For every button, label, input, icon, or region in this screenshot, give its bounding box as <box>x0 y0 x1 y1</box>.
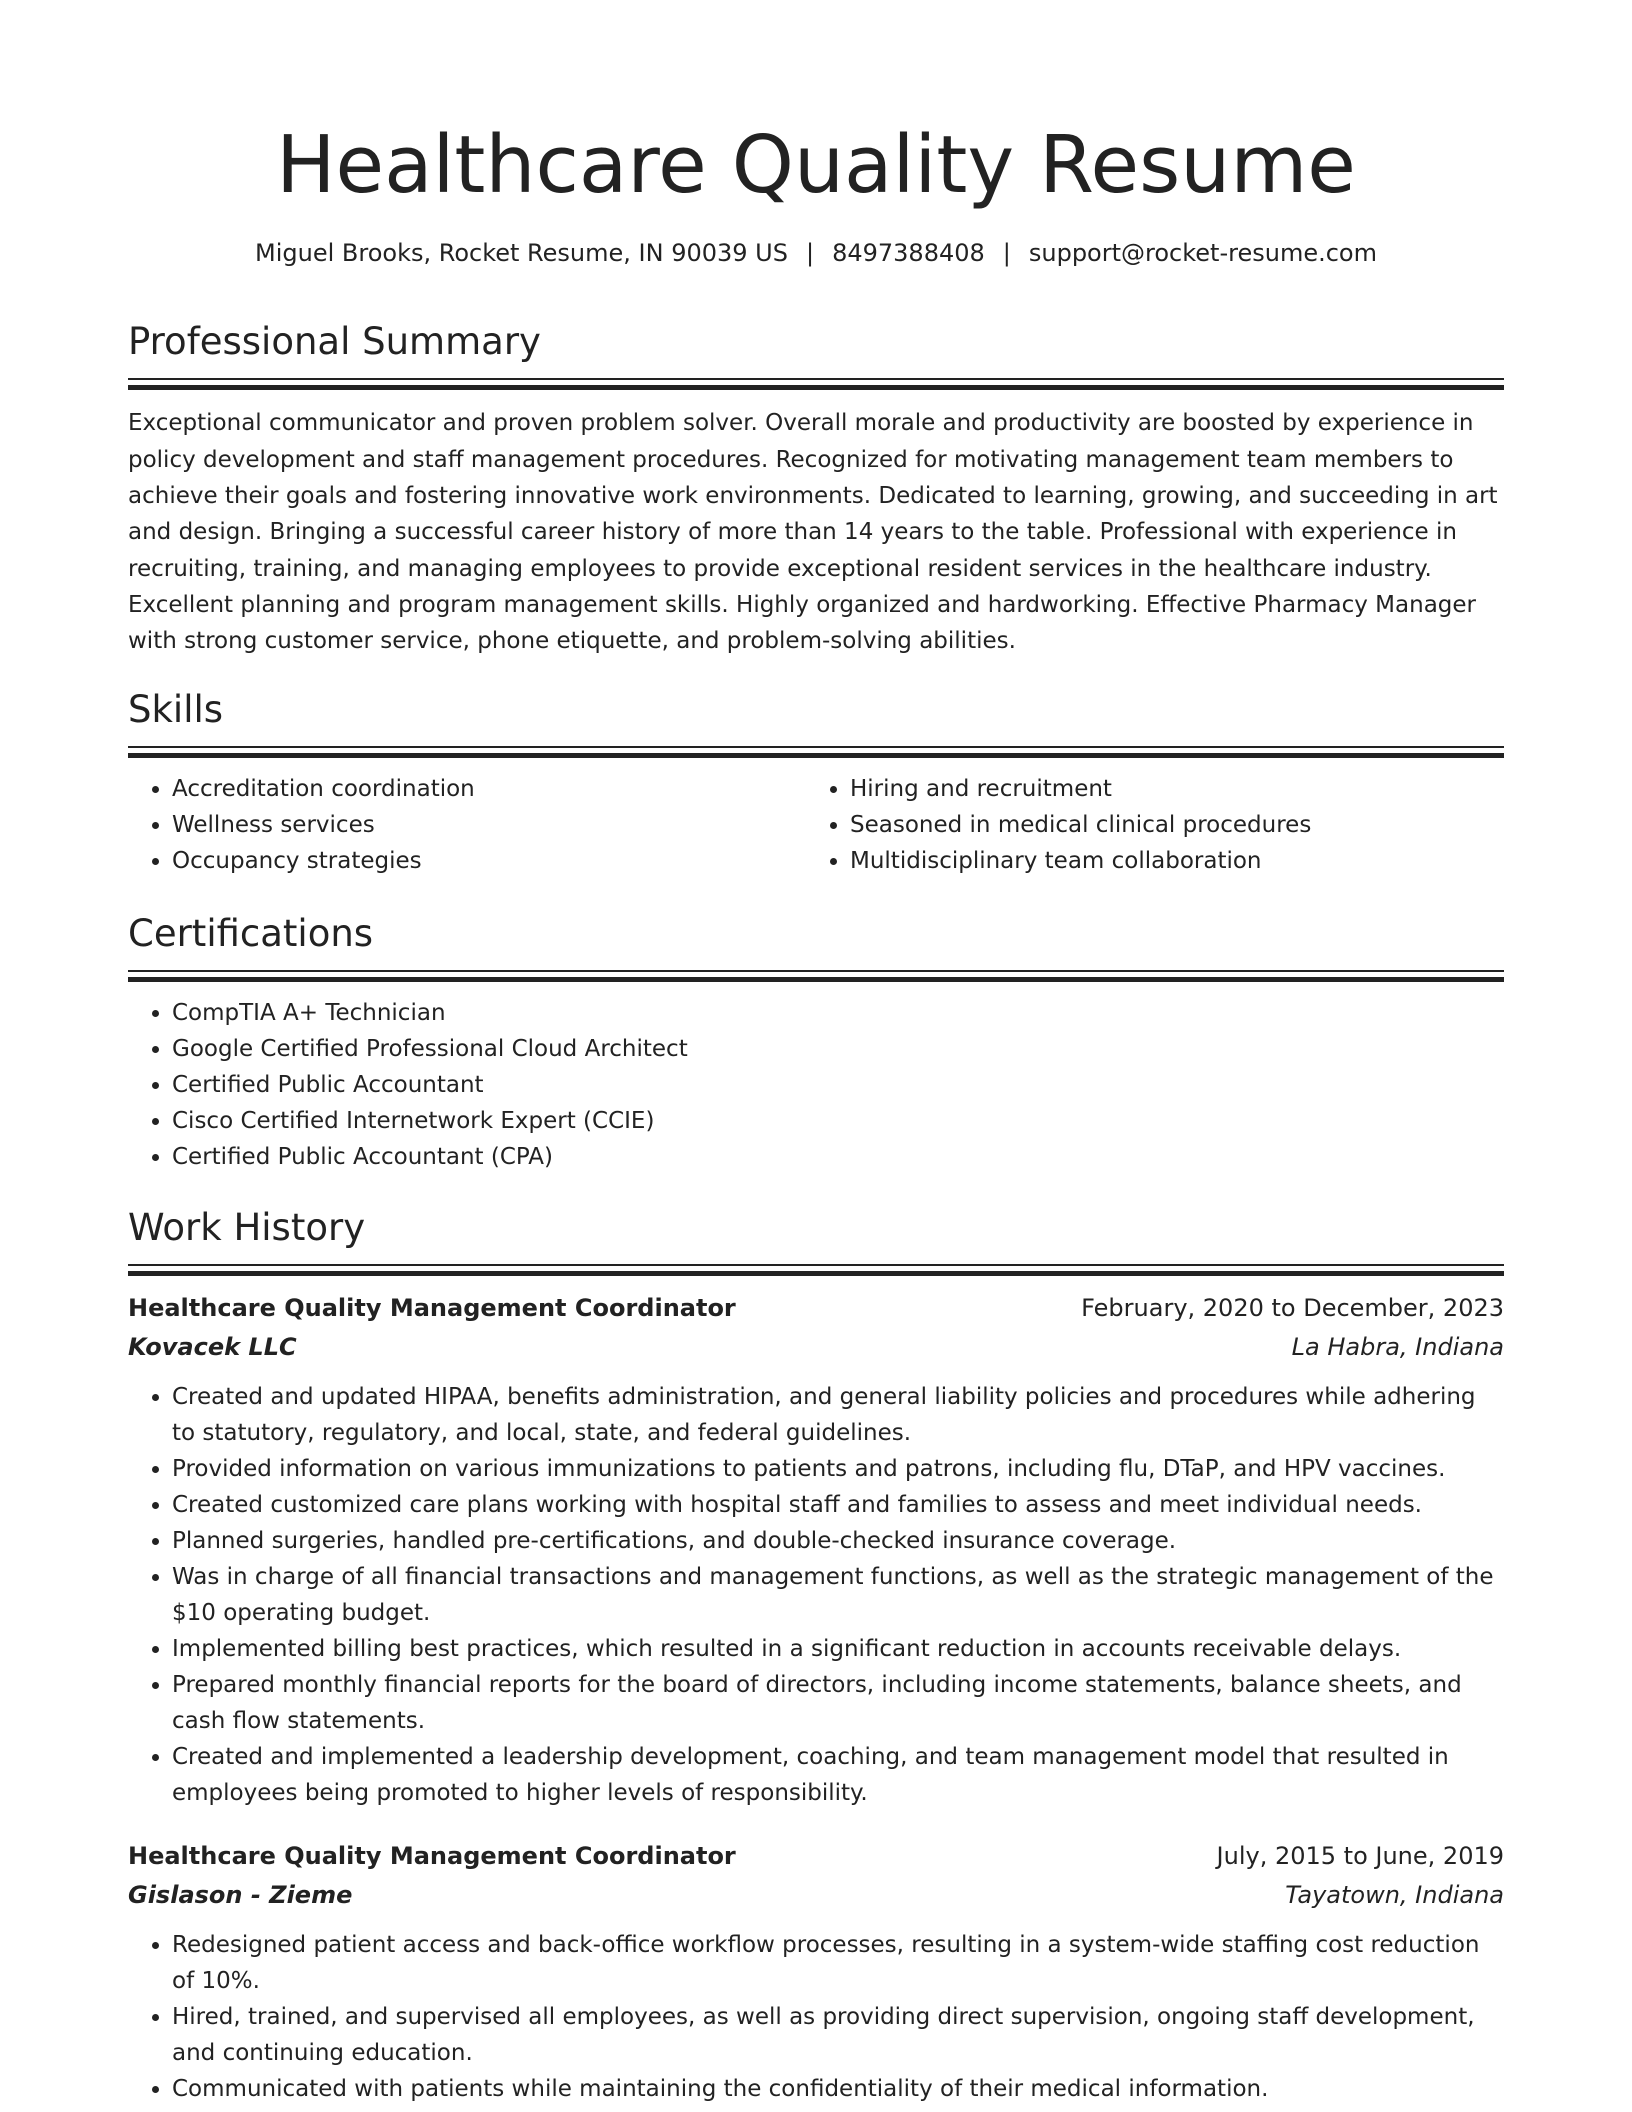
job-entry <box>128 1837 1504 2107</box>
job-company: Gislason - Zieme <box>128 1881 353 1910</box>
skill-item: • Accreditation coordination <box>172 771 806 807</box>
skill-item: • Multidisciplinary team collaboration <box>850 843 1484 879</box>
certifications-heading: Certifications <box>128 912 374 955</box>
skills-section <box>128 688 1504 879</box>
skill-item: • Wellness services <box>172 807 806 843</box>
job-bullet: • Redesigned patient access and back-office workflow processes, resulting in a system-wide staffing cost reduction of 10%. <box>172 1927 1504 1999</box>
certification-item: • Certified Public Accountant (CPA) <box>172 1139 1504 1175</box>
section-divider <box>128 378 1504 389</box>
skill-item: • Hiring and recruitment <box>850 771 1484 807</box>
skills-grid <box>128 771 1504 879</box>
job-bullet: • Prepared monthly financial reports for the board of directors, including income statements, balance sheets, and cash flow statements. <box>172 1667 1504 1739</box>
contact-phone: 8497388408 <box>832 239 985 267</box>
job-title: Healthcare Quality Management Coordinator <box>128 1294 736 1323</box>
contact-email: support@rocket-resume.com <box>1028 239 1377 267</box>
job-bullet: • Hired, trained, and supervised all employees, as well as providing direct supervision, ongoing staff development, and continuing education. <box>172 1999 1504 2071</box>
job-location: Tayatown, Indiana <box>1285 1881 1504 1910</box>
skill-item: • Seasoned in medical clinical procedures <box>850 807 1484 843</box>
section-divider <box>128 970 1504 981</box>
job-location: La Habra, Indiana <box>1291 1333 1504 1362</box>
resume-title: Healthcare Quality Resume <box>276 119 1356 211</box>
contact-separator: | <box>805 239 815 267</box>
skill-item: • Occupancy strategies <box>172 843 806 879</box>
contact-separator: | <box>1002 239 1011 267</box>
job-bullet: • Planned surgeries, handled pre-certifications, and double-checked insurance coverage. <box>172 1523 1504 1559</box>
job-company: Kovacek LLC <box>128 1333 297 1362</box>
certification-item: • Certified Public Accountant <box>172 1067 1504 1103</box>
job-bullet: • Was in charge of all financial transactions and management functions, as well as the strategic management of the $10 operating budget. <box>172 1559 1504 1631</box>
contact-line <box>128 238 1504 269</box>
certification-item: • CompTIA A+ Technician <box>172 995 1504 1031</box>
job-entry <box>128 1289 1504 1811</box>
job-bullet: • Communicated with patients while maintaining the confidentiality of their medical information. <box>172 2071 1504 2107</box>
job-bullet: • Implemented billing best practices, which resulted in a significant reduction in accounts receivable delays. <box>172 1631 1504 1667</box>
summary-section <box>128 320 1504 659</box>
skills-column-left <box>128 771 806 879</box>
skills-column-right <box>806 771 1484 879</box>
job-bullet: • Provided information on various immunizations to patients and patrons, including flu, DTaP, and HPV vaccines. <box>172 1451 1504 1487</box>
section-divider <box>128 746 1504 757</box>
job-dates: February, 2020 to December, 2023 <box>1081 1294 1504 1323</box>
job-bullet: • Created and updated HIPAA, benefits administration, and general liability policies and procedures while adhering to statutory, regulatory, and local, state, and federal guidelines. <box>172 1379 1504 1451</box>
job-bullets <box>128 1379 1504 1811</box>
work-history-heading: Work History <box>128 1206 366 1249</box>
summary-text: Exceptional communicator and proven problem solver. Overall morale and productivity are boosted by experience in policy development and staff management procedures. Recognized for motivating management team members to achieve their goals and fostering innovative work environments. Dedicated to learning, growing, and succeeding in art and design. Bringing a successful career history of more than 14 years to the table. Professional with experience in recruiting, training, and managing employees to provide exceptional resident services in the healthcare industry. Excellent planning and program management skills. Highly organized and hardworking. Effective Pharmacy Manager with strong customer service, phone etiquette, and problem-solving abilities. <box>128 410 1498 655</box>
certifications-list <box>128 995 1504 1175</box>
job-bullet: • Created customized care plans working with hospital staff and families to assess and meet individual needs. <box>172 1487 1504 1523</box>
certification-item: • Google Certified Professional Cloud Architect <box>172 1031 1504 1067</box>
summary-heading: Professional Summary <box>128 320 541 363</box>
certifications-section <box>128 912 1504 1175</box>
skills-heading: Skills <box>128 688 224 731</box>
section-divider <box>128 1264 1504 1275</box>
contact-address: Miguel Brooks, Rocket Resume, IN 90039 US <box>255 239 788 267</box>
certification-item: • Cisco Certified Internetwork Expert (CCIE) <box>172 1103 1504 1139</box>
work-history-section <box>128 1206 1504 2107</box>
job-bullets <box>128 1927 1504 2107</box>
job-bullet: • Created and implemented a leadership development, coaching, and team management model that resulted in employees being promoted to higher levels of responsibility. <box>172 1739 1504 1811</box>
job-title: Healthcare Quality Management Coordinator <box>128 1842 736 1871</box>
job-dates: July, 2015 to June, 2019 <box>1216 1842 1504 1871</box>
